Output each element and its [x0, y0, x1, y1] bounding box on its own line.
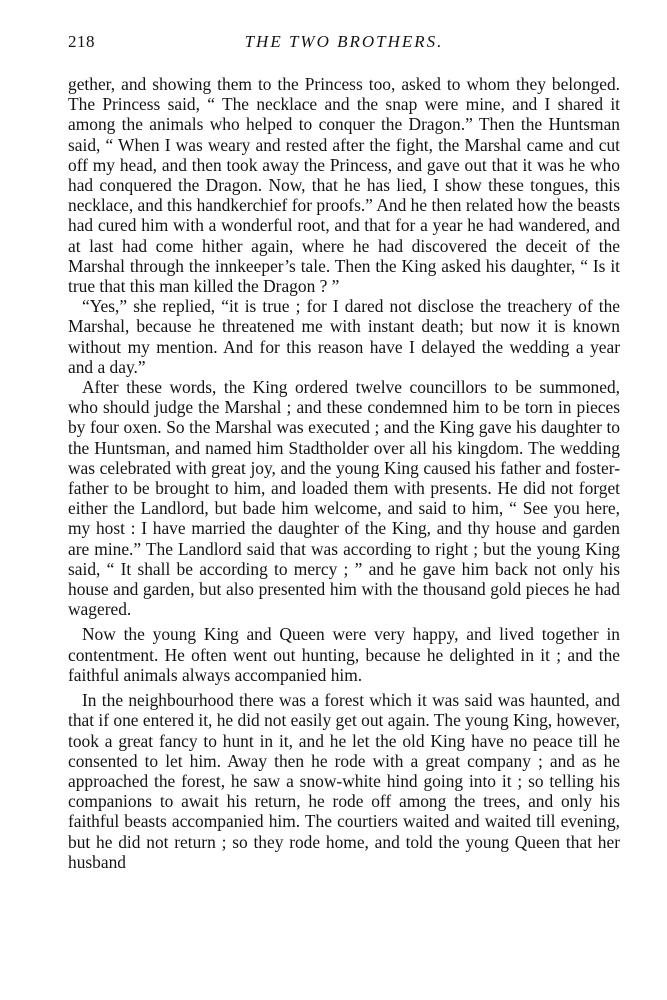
paragraph-continuation: gether, and showing them to the Princess too, asked to whom they belonged. The Princess said, “ The necklace and the snap were mine, and I shared it among the animals who helped to conquer the Dragon.” Then the Huntsman said, “ When I was weary and rested after the fight, the Marshal came and cut off my head, and then took away the Princess, and gave out that it was he who had conquered the Dragon. Now, that he has lied, I show these tongues, this necklace, and this handkerchief for proofs.” And he then related how the beasts had cured him with a wonderful root, and that for a year he had wandered, and at last had come hither again, where he had discovered the deceit of the Marshal through the innkeeper’s tale. Then the King asked his daughter, “ Is it true that this man killed the Dragon ? ” — [68, 74, 620, 297]
book-page — [68, 28, 620, 872]
page-number: 218 — [68, 32, 95, 51]
running-title: THE TWO BROTHERS. — [244, 32, 444, 51]
paragraph-judgement: After these words, the King ordered twelve councillors to be summoned, who should judge the Marshal ; and these condemned him to be torn in pieces by four oxen. So the Marshal was executed ; and the King gave his daughter to the Huntsman, and named him Stadtholder over all his kingdom. The wedding was celebrated with great joy, and the young King caused his father and foster-father to be brought to him, and loaded them with presents. He did not forget either the Landlord, but bade him welcome, and said to him, “ See you here, my host : I have married the daughter of the King, and thy house and garden are mine.” The Landlord said that was according to right ; but the young King said, “ It shall be according to mercy ; ” and he gave him back not only his house and garden, but also presented him with the thousand gold pieces he had wagered. — [68, 377, 620, 620]
body-text — [68, 74, 620, 872]
page-header — [68, 28, 620, 62]
paragraph-haunted-forest: In the neighbourhood there was a forest which it was said was haunted, and that if one entered it, he did not easily get out again. The young King, however, took a great fancy to hunt in it, and he let the old King have no peace till he consented to let him. Away then he rode with a great company ; and as he approached the forest, he saw a snow-white hind going into it ; so telling his companions to await his return, he rode off among the trees, and only his faithful beasts accompanied him. The courtiers waited and waited till evening, but he did not return ; so they rode home, and told the young Queen that her husband — [68, 690, 620, 872]
paragraph-princess-reply: “Yes,” she replied, “it is true ; for I dared not disclose the treachery of the Marshal, because he threatened me with instant death; but now it is known without my mention. And for this reason have I delayed the wedding a year and a day.” — [68, 296, 620, 377]
paragraph-contentment: Now the young King and Queen were very happy, and lived together in contentment. He often went out hunting, because he delighted in it ; and the faithful animals always accompanied him. — [68, 624, 620, 685]
